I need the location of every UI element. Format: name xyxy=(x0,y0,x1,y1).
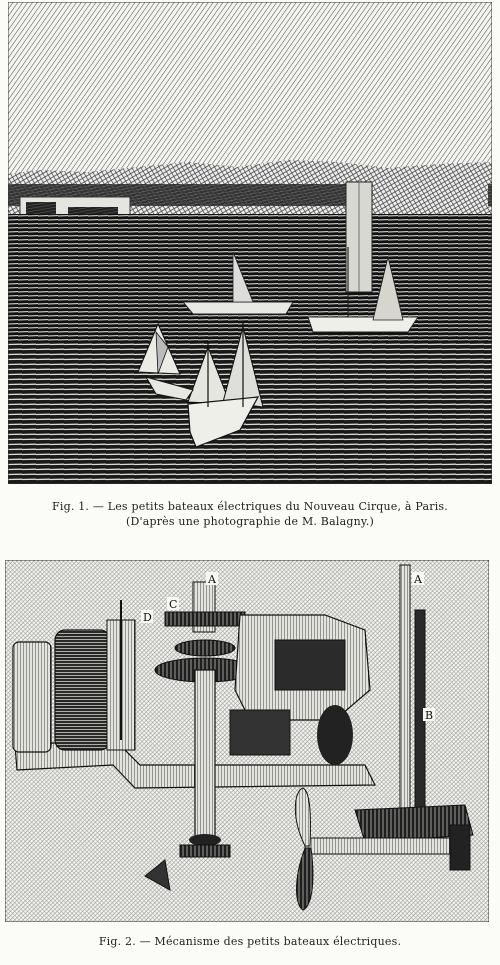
label-a-right: A xyxy=(414,573,422,586)
figure-1-credit: (D'après une photographie de M. Balagny.) xyxy=(125,515,374,528)
label-a-left: A xyxy=(208,573,216,586)
figure-2-illustration xyxy=(5,560,489,922)
label-d: D xyxy=(143,611,152,624)
figure-1-illustration xyxy=(8,2,492,484)
figure-2-caption: Fig. 2. — Mécanisme des petits bateaux électriques. xyxy=(98,935,402,948)
figure-1-caption: Fig. 1. — Les petits bateaux électriques du Nouveau Cirque, à Paris. xyxy=(52,500,448,513)
label-b: B xyxy=(425,709,434,722)
label-c: C xyxy=(169,598,178,611)
figure-2-mechanism-drawing xyxy=(5,560,489,922)
figure-1-engraving xyxy=(8,2,492,484)
